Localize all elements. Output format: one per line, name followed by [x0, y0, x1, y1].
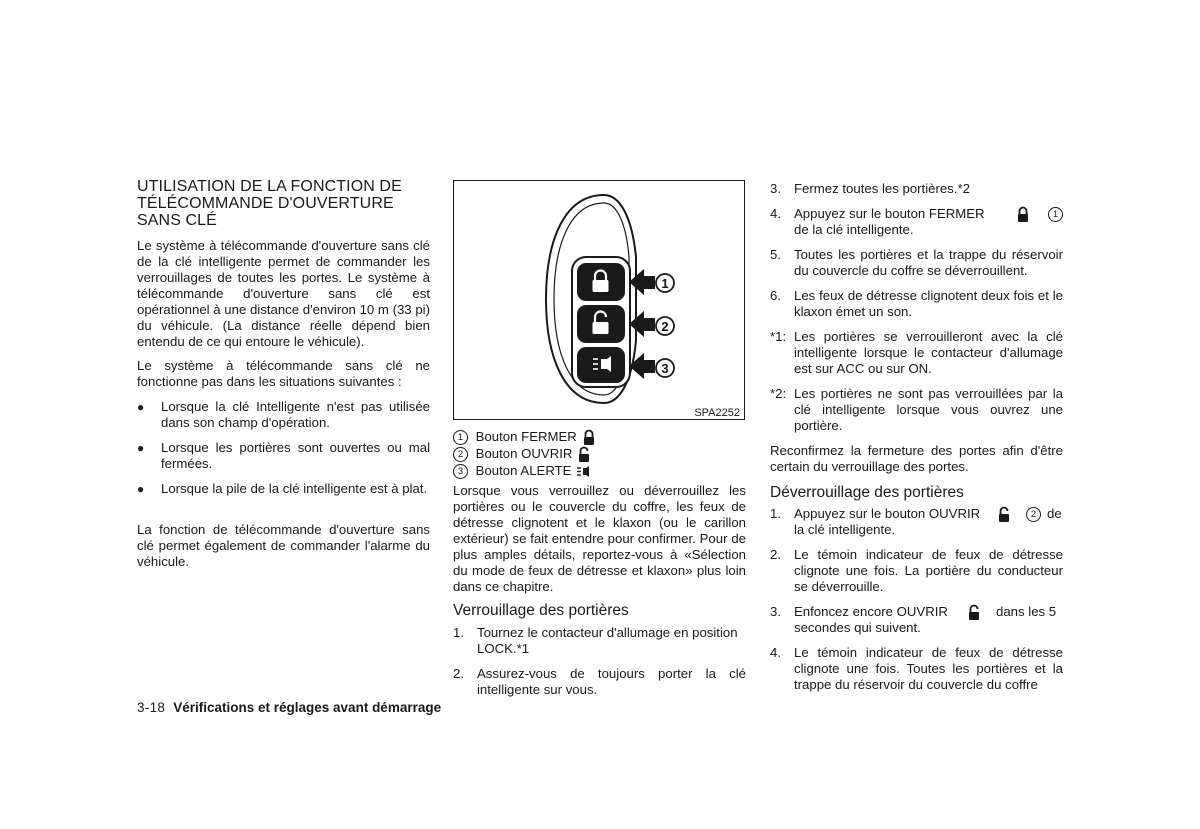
legend-number: 2 [453, 447, 468, 462]
step-text: Toutes les portières et la trappe du réservoir du couvercle du coffre se déverrouillent. [794, 247, 1063, 278]
legend-item [453, 463, 591, 480]
chapter-title: Vérifications et réglages avant démarrage [173, 700, 442, 715]
footnote-marker: *2: [770, 386, 787, 401]
footnote-text: Les portières se verrouilleront avec la clé intelligente lorsque le contacteur d'allumage est sur ACC ou sur ON. [794, 329, 1063, 376]
figure-code: SPA2252 [694, 407, 740, 419]
bullet-icon: ● [137, 441, 145, 455]
step-item [770, 206, 1063, 240]
lock-open-icon [576, 446, 592, 463]
callout-1: 1 [661, 276, 669, 291]
step-text: de [1047, 506, 1062, 521]
step-text: secondes qui suivent. [794, 620, 921, 635]
step-text: Le témoin indicateur de feux de détresse clignote une fois. La portière du conducteur se déverrouille. [794, 547, 1063, 594]
step-text: la clé intelligente. [794, 522, 896, 537]
bullet-text: Lorsque la clé Intelligente n'est pas utilisée dans son champ d'opération. [161, 399, 430, 430]
step-callout-number: 1 [1048, 207, 1063, 222]
locking-heading: Verrouillage des portières [453, 602, 629, 619]
reconfirm-paragraph: Reconfirmez la fermeture des portes afin d'être certain du verrouillage des portes. [770, 443, 1063, 474]
step-text: Appuyez sur le bouton OUVRIR [794, 506, 981, 521]
callout-2: 2 [661, 319, 669, 334]
bullet-text: Lorsque les portières sont ouvertes ou mal fermées. [161, 440, 430, 471]
step-text: dans les 5 [996, 604, 1057, 619]
alarm-paragraph: La fonction de télécommande d'ouverture sans clé permet également de commander l'alarme du véhicule. [137, 522, 430, 569]
step-number: 4. [770, 206, 781, 221]
heading-line: SANS CLÉ [137, 212, 217, 229]
intro-paragraph: Le système à télécommande d'ouverture sans clé de la clé intelligente permet de commander les verrouillages de toutes les portes. Le système à télécommande d'ouverture sans clé est opérationnel à une distance d'environ 10 m (33 pi) du véhicule. (La distance réelle dépend bien entendu de ce qui entoure le véhicule). [137, 238, 430, 349]
lock-open-icon [996, 506, 1012, 523]
step-number: 3. [770, 604, 781, 619]
step-text: Tournez le contacteur d'allumage en position LOCK.*1 [477, 625, 738, 656]
callout-3: 3 [661, 361, 669, 376]
legend-item [453, 429, 597, 446]
step-number: 2. [453, 666, 464, 681]
lock-closed-icon [1015, 206, 1031, 223]
legend-label: Bouton OUVRIR [475, 446, 573, 461]
bullet-icon: ● [137, 482, 145, 496]
step-text: Les feux de détresse clignotent deux fois et le klaxon émet un son. [794, 288, 1063, 319]
footnote-text: Les portières ne sont pas verrouillées par la clé intelligente lorsque vous ouvrez une portière. [794, 386, 1063, 433]
step-item [770, 604, 1063, 638]
step-text: de la clé intelligente. [794, 222, 914, 237]
alert-lights-icon [575, 463, 591, 480]
lock-open-icon [966, 604, 982, 621]
heading-line: TÉLÉCOMMANDE D'OUVERTURE [137, 195, 394, 212]
legend-label: Bouton FERMER [475, 429, 577, 444]
lock-closed-icon [581, 429, 597, 446]
arrow-icon [629, 269, 655, 295]
key-fob-illustration [454, 181, 744, 419]
step-number: 2. [770, 547, 781, 562]
step-item [770, 506, 1063, 540]
section-heading [137, 178, 402, 229]
step-callout-number: 2 [1026, 507, 1041, 522]
step-text: Assurez-vous de toujours porter la clé intelligente sur vous. [477, 666, 746, 697]
unlocking-heading: Déverrouillage des portières [770, 484, 964, 501]
bullet-icon: ● [137, 400, 145, 414]
step-text: Appuyez sur le bouton FERMER [794, 206, 985, 221]
step-number: 5. [770, 247, 781, 262]
step-text: Enfoncez encore OUVRIR [794, 604, 948, 619]
confirmation-paragraph: Lorsque vous verrouillez ou déverrouillez les portières ou le couvercle du coffre, les feux de détresse clignotent et le klaxon (ou le carillon extérieur) se fait entendre pour confirmer. Pour de plus amples détails, reportez-vous à «Sélection du mode de feux de détresse et klaxon» plus loin dans ce chapitre. [453, 483, 746, 594]
key-fob-figure [453, 180, 745, 420]
page-number: 3-18 [137, 700, 166, 715]
legend-number: 3 [453, 464, 468, 479]
footnote-marker: *1: [770, 329, 787, 344]
legend-item [453, 446, 592, 463]
legend-number: 1 [453, 430, 468, 445]
page-footer [137, 700, 441, 716]
legend-label: Bouton ALERTE [475, 463, 572, 478]
step-text: Le témoin indicateur de feux de détresse clignote une fois. Toutes les portières et la trappe du réservoir du couvercle du coffre [794, 645, 1063, 692]
bullet-text: Lorsque la pile de la clé intelligente est à plat. [161, 481, 428, 496]
step-number: 6. [770, 288, 781, 303]
heading-line: UTILISATION DE LA FONCTION DE [137, 178, 402, 195]
step-number: 3. [770, 181, 781, 196]
step-text: Fermez toutes les portières.*2 [794, 181, 970, 196]
step-number: 1. [453, 625, 464, 640]
conditions-paragraph: Le système à télécommande sans clé ne fonctionne pas dans les situations suivantes : [137, 358, 430, 389]
step-number: 4. [770, 645, 781, 660]
arrow-icon [629, 311, 655, 337]
step-number: 1. [770, 506, 781, 521]
